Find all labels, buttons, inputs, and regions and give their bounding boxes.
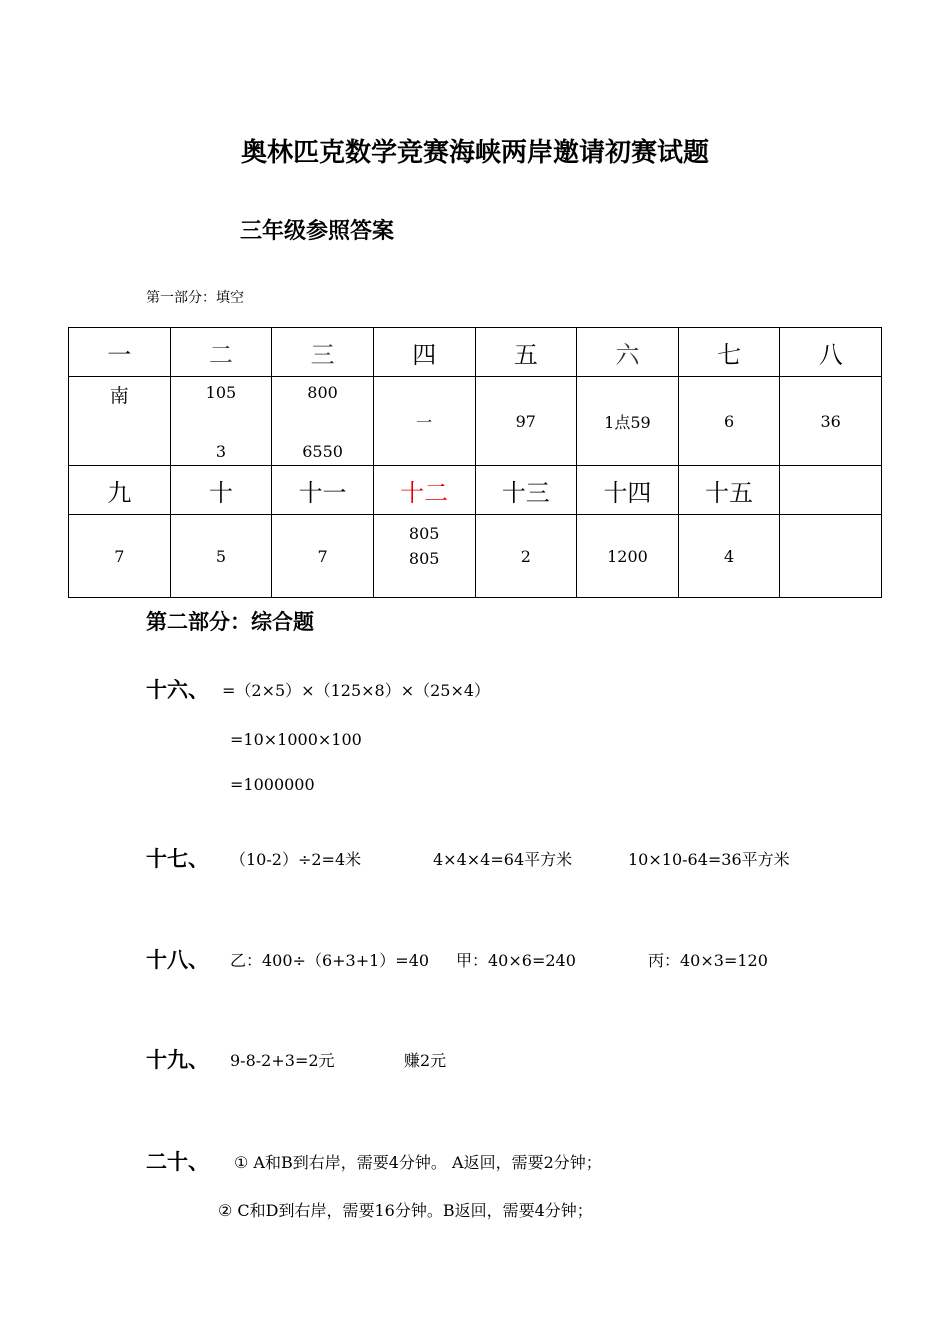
q20-label: 二十、 <box>146 1150 209 1174</box>
answer-table-header-row-1 <box>69 328 882 377</box>
question-number-8: 八 <box>780 328 882 377</box>
answer-7: 6 <box>678 377 780 466</box>
question-number-14: 十四 <box>577 466 679 515</box>
question-number-9: 九 <box>69 466 171 515</box>
q19-label: 十九、 <box>146 1048 209 1072</box>
q18-label: 十八、 <box>146 948 209 972</box>
answer-table-answer-row-1 <box>69 377 882 466</box>
question-number-6: 六 <box>577 328 679 377</box>
q16-label: 十六、 <box>146 678 209 702</box>
q18-part-1: 乙：400÷（6+3+1）=40 <box>230 951 430 970</box>
answer-13: 2 <box>475 515 577 598</box>
q17-part-2: 4×4×4=64平方米 <box>433 850 573 869</box>
q16-line-1: =（2×5）×（125×8）×（25×4） <box>222 681 491 700</box>
answer-11: 7 <box>272 515 374 598</box>
question-number-4: 四 <box>373 328 475 377</box>
q20-line-1: ① A和B到右岸，需要4分钟。 A返回，需要2分钟； <box>234 1153 602 1172</box>
document-subtitle: 三年级参照答案 <box>240 219 395 244</box>
q17-part-1: （10-2）÷2=4米 <box>230 850 362 869</box>
question-number-7: 七 <box>678 328 780 377</box>
answer-2-line-1: 105 <box>205 383 237 402</box>
answer-4: 一 <box>373 377 475 466</box>
answer-8: 36 <box>780 377 882 466</box>
question-number-1: 一 <box>69 328 171 377</box>
answer-12-line-2: 805 <box>408 549 440 568</box>
question-number-10: 十 <box>170 466 272 515</box>
answer-2-line-2: 3 <box>215 442 227 461</box>
answer-table-header-row-2 <box>69 466 882 515</box>
answer-9: 7 <box>69 515 171 598</box>
question-number-13: 十三 <box>475 466 577 515</box>
part1-label: 第一部分：填空 <box>146 290 244 306</box>
answer-3-line-1: 800 <box>307 383 338 402</box>
part2-label: 第二部分：综合题 <box>146 610 314 634</box>
answer-2 <box>170 377 272 466</box>
answer-6: 1点59 <box>577 377 679 466</box>
answer-3-line-2: 6550 <box>302 442 343 461</box>
answer-15: 4 <box>678 515 780 598</box>
question-number-12: 十二 <box>373 466 475 515</box>
q17-label: 十七、 <box>146 847 209 871</box>
answer-10: 5 <box>170 515 272 598</box>
question-number-2: 二 <box>170 328 272 377</box>
answer-table <box>68 327 882 598</box>
document-title: 奥林匹克数学竞赛海峡两岸邀请初赛试题 <box>240 138 709 168</box>
q19-part-1: 9-8-2+3=2元 <box>230 1051 335 1070</box>
q20-line-2: ② C和D到右岸，需要16分钟。B返回，需要4分钟； <box>218 1201 593 1220</box>
answer-14: 1200 <box>577 515 679 598</box>
question-number-11: 十一 <box>272 466 374 515</box>
question-number-5: 五 <box>475 328 577 377</box>
answer-12 <box>373 515 475 598</box>
q18-part-2: 甲：40×6=240 <box>456 951 576 970</box>
answer-table-answer-row-2 <box>69 515 882 598</box>
q18-part-3: 丙：40×3=120 <box>648 951 768 970</box>
answer-3 <box>272 377 374 466</box>
q19-part-2: 赚2元 <box>404 1051 447 1070</box>
q16-line-2: =10×1000×100 <box>230 730 362 749</box>
answer-12-line-1: 805 <box>408 524 440 543</box>
q17-part-3: 10×10-64=36平方米 <box>628 850 790 869</box>
answer-1: 南 <box>69 377 171 466</box>
question-number-empty <box>780 466 882 515</box>
answer-5: 97 <box>475 377 577 466</box>
question-number-3: 三 <box>272 328 374 377</box>
q16-line-3: =1000000 <box>230 775 315 794</box>
answer-empty <box>780 515 882 598</box>
question-number-15: 十五 <box>678 466 780 515</box>
